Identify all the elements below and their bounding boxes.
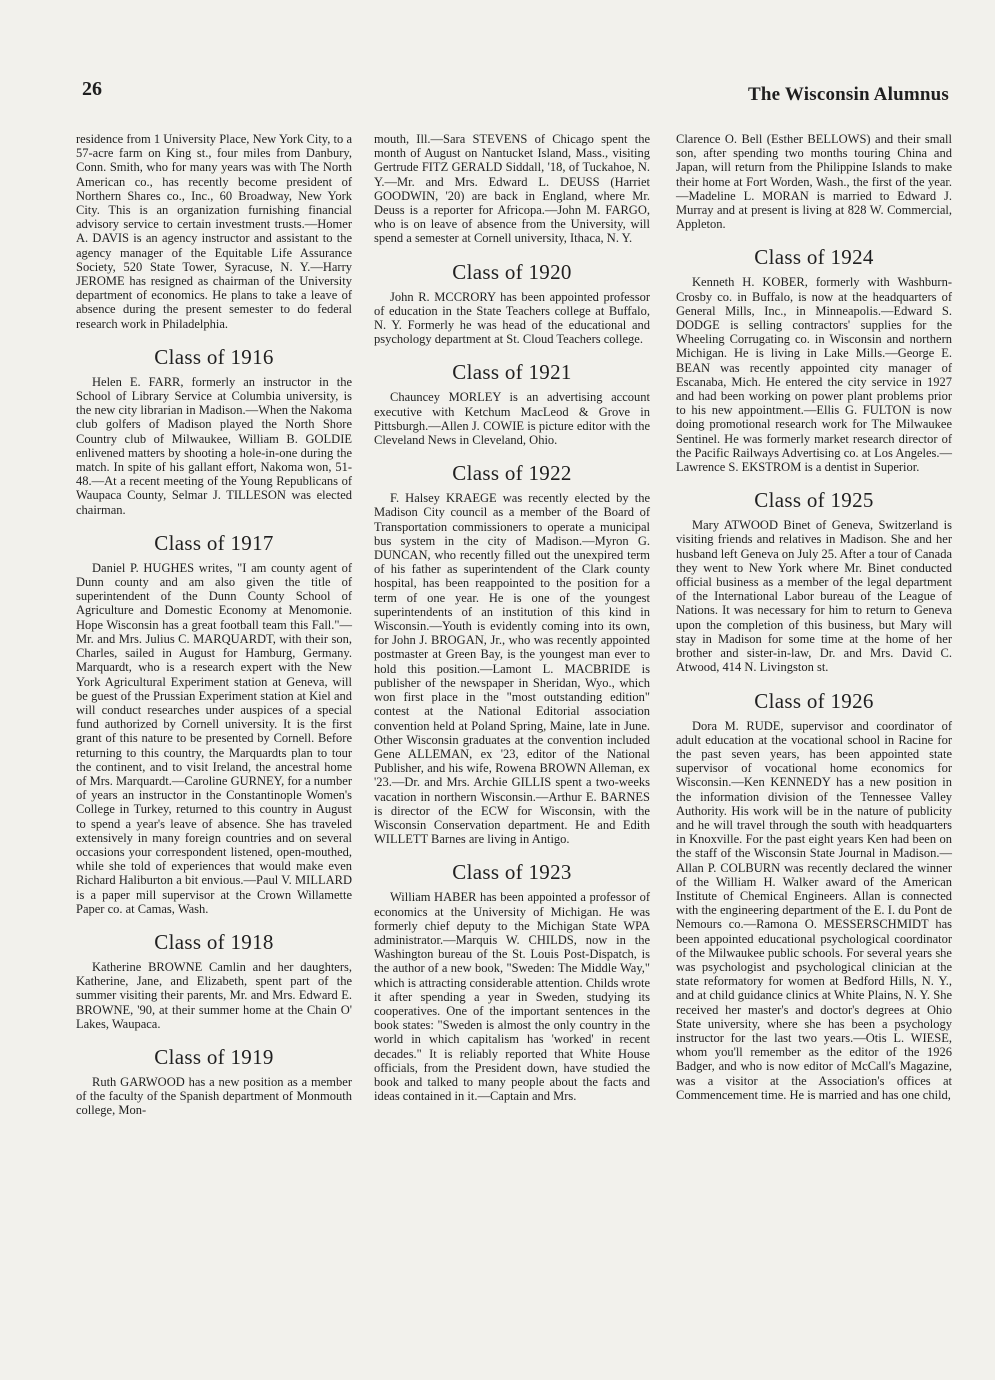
class-heading: Class of 1916 [154,344,274,369]
paragraph: Ruth GARWOOD has a new position as a member of the faculty of the Spanish department of Monmouth college, Mon- [76,1074,352,1118]
paragraph: F. Halsey KRAEGE was recently elected by the Madison City council as a member of the Board of Transportation commissioners to operate a municipal bus system in the city of Madison.—Myron G. DUNCAN, who recently filled out the unexpired term of his father as superintendent of the Clark county hospital, has been reappointed to the position for a term of one year. He is one of the youngest superintendents of an institution of this kind in Wisconsin.—Youth is evidently coming into its own, for John J. BROGAN, Jr., who was recently appointed postmaster at Green Bay, is the youngest man ever to hold this position.—Lamont L. MACBRIDE is publisher of the newspaper in Sheridan, Wyo., which won first place in the "most outstanding edition" contest at the National Editorial association convention held at Poland Spring, Maine, late in June. Other Wisconsin graduates at the convention included Gene ALLEMAN, ex '23, editor of the National Publisher, and his wife, Rowena BROWN Alleman, ex '23.—Dr. and Mrs. Archie GILLIS spent a two-weeks vacation in northern Wisconsin.—Arthur E. BARNES is director of the ECW for Wisconsin, with the Wisconsin Conservation department. He and Edith WILLETT Barnes are living in Antigo. [374,491,650,847]
paragraph: Helen E. FARR, formerly an instructor in the School of Library Service at Columbia university, is the new city librarian in Madison.—When the Nakoma club golfers of Madison played the North Shore Country club of Milwaukee, William B. GOLDIE enlivened matters by shooting a hole-in-one during the match. In spite of his gallant effort, Nakoma won, 51-48.—At a recent meeting of the Young Republicans of Waupaca County, Selmar J. TILLESON was elected chairman. [76,374,352,517]
class-heading: Class of 1917 [154,530,274,555]
paragraph: Dora M. RUDE, supervisor and coordinator of adult education at the vocational school in Racine for the past seven years, has been appointed state supervisor of vocational home economics for Wisconsin.—Ken KENNEDY has a new position in the information division of the Tennessee Valley Authority. His work will be in the nature of publicity and he will travel through the south with headquarters in Knoxville. For the past eight years Ken had been on the staff of the Wisconsin State Journal in Madison.—Allan P. COLBURN was recently declared the winner of the William H. Walker award of the American Institute of Chemical Engineers. Allan is connected with the engineering department of the E. I. du Pont de Nemours co.—Ramona O. MESSERSCHMIDT has been appointed educational psychological coordinator of the Milwaukee public schools. For several years she was psychologist and psychological clinician at the state reformatory for women at Bedford Hills, N. Y., and at child guidance clinics at White Plains, N. Y. She received her master's and doctor's degrees at Ohio State university, where she has been a psychology instructor for the last two years.—Otis L. WIESE, whom you'll remember as the editor of the 1926 Badger, and who is now editor of McCall's Magazine, was a visitor at the Association's offices at Commencement time. He is married and has one child, [676,718,952,1102]
paragraph: Clarence O. Bell (Esther BELLOWS) and their small son, after spending two months touring China and Japan, will return from the Philippine Islands to make their home at Fort Worden, Wash., the first of the year.—Madeline L. MORAN is married to Edward J. Murray and at present is living at 828 W. Commercial, Appleton. [676,132,952,232]
paragraph: mouth, Ill.—Sara STEVENS of Chicago spent the month of August on Nantucket Island, Mass., visiting Gertrude FITZ GERALD Siddall, '18, of Tuckahoe, N. Y.—Mr. and Mrs. Edward L. DEUSS (Harriet GOODWIN, '20) are back in England, where Mr. Deuss is a reporter for Africopa.—John M. FARGO, who is on leave of absence from the University, will spend a semester at Cornell university, Ithaca, N. Y. [374,132,650,246]
running-head: The Wisconsin Alumnus [748,84,949,105]
page-number: 26 [82,78,102,100]
paragraph: Daniel P. HUGHES writes, "I am county agent of Dunn county and am also given the title of superintendent of the Dunn County School of Agriculture and Domestic Economy at Menomonie. Hope Wisconsin has a great football team this Fall."—Mr. and Mrs. Julius C. MARQUARDT, with their son, Charles, sailed in August for Hamburg, Germany. Marquardt, who is a research expert with the New York Agricultural Experiment station at Geneva, will be guest of the Prussian Experiment station at Kiel and will conduct researches under auspices of a special fund authorized by Cornell university. It is the first grant of this nature to be presented by Cornell. Before returning to this country, the Marquardts plan to tour the continent, and to visit Ireland, the ancestral home of Mrs. Marquardt.—Caroline GURNEY, for a number of years an instructor in the Constantinople Women's College in Turkey, returned to this country in August to spend a year's leave of absence. She has traveled extensively in many foreign countries and on several occasions your correspondent listened, open-mouthed, while she told of experiences that would make even Richard Haliburton a bit envious.—Paul V. MILLARD is a paper mill supervisor at the Crown Willamette Paper co. at Camas, Wash. [76,560,352,916]
class-heading: Class of 1924 [754,245,874,270]
column-3 [676,132,952,1106]
column-1 [76,132,352,1122]
class-heading: Class of 1920 [452,259,572,284]
column-2 [374,132,650,1107]
paragraph: Katherine BROWNE Camlin and her daughters, Katherine, Jane, and Elizabeth, spent part of the summer visiting their parents, Mr. and Mrs. Edward E. BROWNE, '90, at their summer home at the Chain O' Lakes, Waupaca. [76,959,352,1031]
class-heading: Class of 1923 [452,860,572,885]
class-heading: Class of 1921 [452,360,572,385]
class-heading: Class of 1925 [754,488,874,513]
paragraph: Mary ATWOOD Binet of Geneva, Switzerland is visiting friends and relatives in Madison. She and her husband left Geneva on July 25. After a tour of Canada they went to New York where Mr. Binet conducted official business as a member of the legal department of the International Labor bureau of the League of Nations. It was necessary for him to return to Geneva upon the completion of this business, but Mary will stay in Madison for some time at the home of her brother and sister-in-law, Dr. and Mrs. David C. Atwood, 414 N. Livingston st. [676,518,952,675]
class-heading: Class of 1922 [452,461,572,486]
class-heading: Class of 1918 [154,929,274,954]
paragraph: William HABER has been appointed a professor of economics at the University of Michigan. He was formerly chief deputy to the Michigan State WPA administrator.—Marquis W. CHILDS, now in the Washington bureau of the St. Louis Post-Dispatch, is the author of a new book, "Sweden: The Middle Way," which is attracting considerable attention. Childs wrote it after spending a year in Sweden, studying its cooperatives. One of the important sentences in the book states: "Sweden is almost the only country in the world in which capitalism has 'worked' in recent decades." It is reliably reported that White House officials, from the President down, have studied the book and talked to many people about the facts and ideas contained in it.—Captain and Mrs. [374,890,650,1104]
paragraph: residence from 1 University Place, New York City, to a 57-acre farm on King st., four miles from Danbury, Conn. Smith, who for many years was with The North American co., has recently become president of Northern Shares co., Inc., 60 Broadway, New York City. This is an organization furnishing financial advisory service to certain investment trusts.—Homer A. DAVIS is an agency instructor and assistant to the agency manager of the Equitable Life Assurance Society, 520 State Tower, Syracuse, N. Y.—Harry JEROME has resigned as chairman of the University department of economics. He plans to take a leave of absence during the present semester to do federal research work in Philadelphia. [76,132,352,331]
class-heading: Class of 1919 [154,1044,274,1069]
class-heading: Class of 1926 [754,688,874,713]
paragraph: John R. MCCRORY has been appointed professor of education in the State Teachers college at Buffalo, N. Y. Formerly he was head of the educational and psychology department at St. Cloud Teachers college. [374,289,650,347]
paragraph: Chauncey MORLEY is an advertising account executive with Ketchum MacLeod & Grove in Pittsburgh.—Allen J. COWIE is picture editor with the Cleveland News in Cleveland, Ohio. [374,390,650,448]
paragraph: Kenneth H. KOBER, formerly with Washburn-Crosby co. in Buffalo, is now at the headquarters of General Mills, Inc., in Minneapolis.—Edward S. DODGE is selling contractors' supplies for the Wheeling Corrugating co. in Wisconsin and northern Michigan. He is living in Lake Mills.—George E. BEAN was recently appointed city manager of Escanaba, Mich. He entered the city service in 1927 and had been working on power plant problems prior to his new appointment.—Ellis G. FULTON is now doing promotional research work for The Milwaukee Sentinel. He was formerly market research director of the Pacific Railways Advertising co. at Los Angeles.—Lawrence S. EKSTROM is a dentist in Superior. [676,275,952,475]
